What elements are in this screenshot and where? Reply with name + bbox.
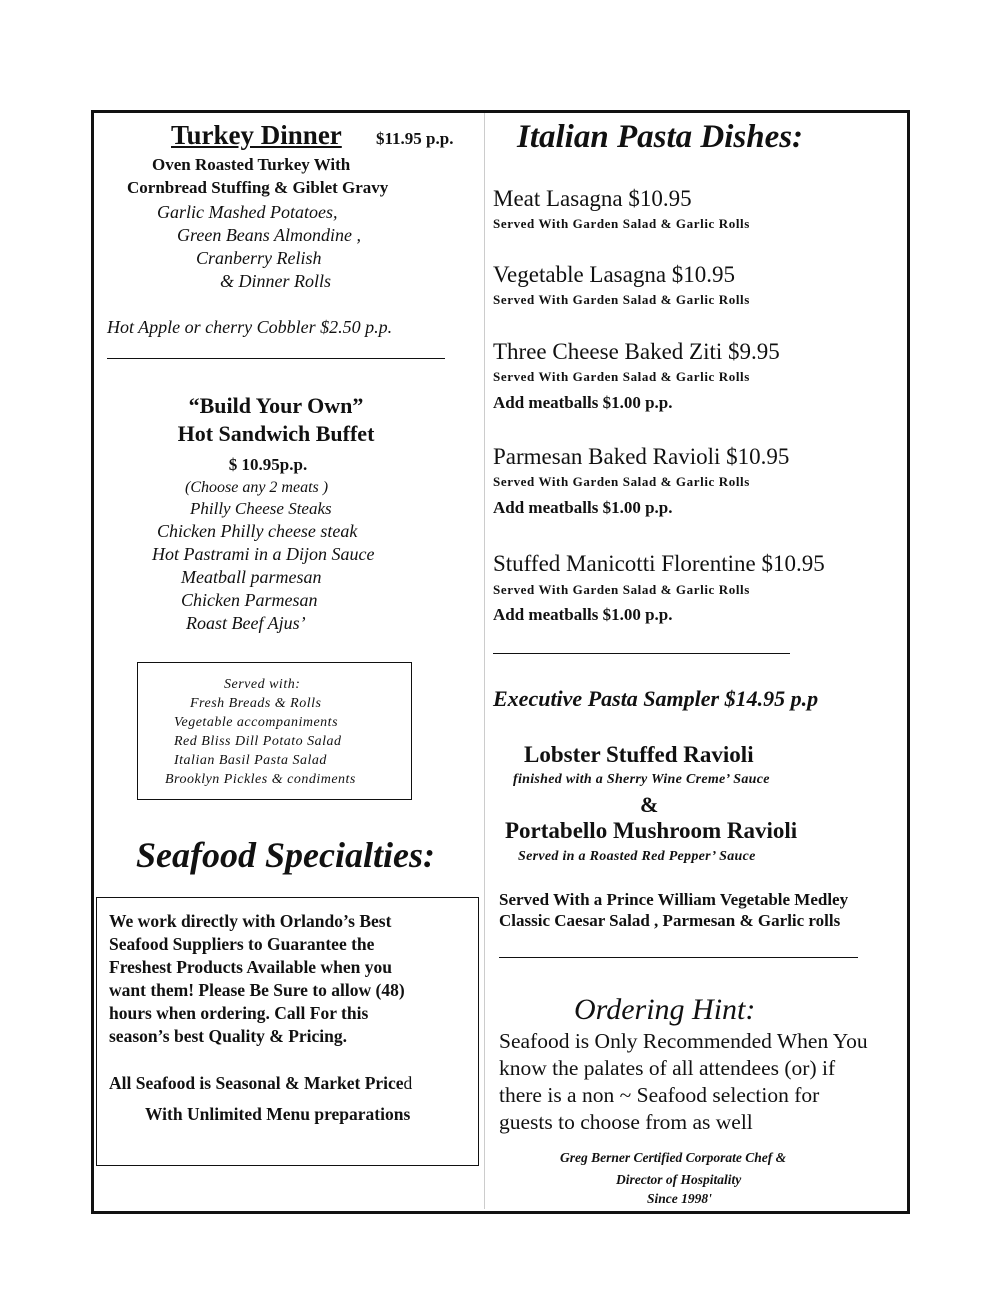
section-rule (499, 957, 858, 958)
seafood-market-price-tail: d (403, 1073, 413, 1093)
served-with-item: Italian Basil Pasta Salad (174, 753, 327, 768)
turkey-line-2: Cornbread Stuffing & Giblet Gravy (127, 178, 389, 197)
hint-line: guests to choose from as well (499, 1110, 753, 1134)
served-with-item: Fresh Breads & Rolls (190, 696, 322, 711)
pasta-dish-name: Parmesan Baked Ravioli $10.95 (493, 444, 790, 469)
pasta-dish-meatballs: Add meatballs $1.00 p.p. (493, 498, 673, 517)
section-rule (107, 358, 445, 359)
turkey-side-2: Green Beans Almondine , (177, 225, 361, 245)
signature-line-2: Director of Hospitality (616, 1172, 742, 1187)
cobbler-dessert: Hot Apple or cherry Cobbler $2.50 p.p. (107, 317, 393, 337)
executive-served-2: Classic Caesar Salad , Parmesan & Garlic rolls (499, 911, 841, 930)
sandwich-item: Chicken Parmesan (181, 590, 318, 610)
pasta-dish-served: Served With Garden Salad & Garlic Rolls (493, 582, 750, 597)
pasta-dish-meatballs: Add meatballs $1.00 p.p. (493, 393, 673, 412)
red-pepper-sauce: Served in a Roasted Red Pepper’ Sauce (518, 849, 756, 864)
served-with-item: Red Bliss Dill Potato Salad (174, 734, 342, 749)
seafood-text-line: We work directly with Orlando’s Best (109, 911, 392, 931)
turkey-side-3: Cranberry Relish (196, 248, 322, 268)
column-divider (484, 113, 485, 1209)
sandwich-price: $ 10.95p.p. (228, 455, 308, 474)
portabello-ravioli: Portabello Mushroom Ravioli (505, 818, 798, 843)
served-with-item: Brooklyn Pickles & condiments (165, 772, 356, 787)
pasta-dish-name: Vegetable Lasagna $10.95 (493, 262, 736, 287)
sandwich-item: Roast Beef Ajus’ (186, 613, 306, 633)
executive-served-1: Served With a Prince William Vegetable Medley (499, 890, 849, 909)
ordering-hint-title: Ordering Hint: (574, 993, 756, 1026)
executive-sampler-title: Executive Pasta Sampler $14.95 p.p (493, 686, 819, 711)
turkey-line-1: Oven Roasted Turkey With (152, 155, 351, 174)
seafood-text-line: Seafood Suppliers to Guarantee the (109, 934, 375, 954)
seafood-title: Seafood Specialties: (136, 835, 435, 875)
pasta-dish-name: Three Cheese Baked Ziti $9.95 (493, 339, 780, 364)
turkey-dinner-title: Turkey Dinner (171, 120, 342, 150)
seafood-text-line: want them! Please Be Sure to allow (48) (109, 980, 405, 1000)
hint-line: there is a non ~ Seafood selection for (499, 1083, 820, 1107)
seafood-text-line: season’s best Quality & Pricing. (109, 1026, 348, 1046)
seafood-unlimited: With Unlimited Menu preparations (145, 1104, 411, 1124)
turkey-dinner-price: $11.95 p.p. (376, 129, 454, 148)
seafood-text-line: Freshest Products Available when you (109, 957, 392, 977)
served-with-title: Served with: (224, 677, 301, 692)
sherry-sauce: finished with a Sherry Wine Creme’ Sauce (513, 772, 770, 787)
hint-line: Seafood is Only Recommended When You (499, 1029, 868, 1053)
sandwich-title-1: “Build Your Own” (188, 393, 364, 418)
turkey-side-1: Garlic Mashed Potatoes, (157, 202, 338, 222)
pasta-title: Italian Pasta Dishes: (517, 119, 804, 155)
sandwich-title-2: Hot Sandwich Buffet (177, 421, 375, 446)
sandwich-item: Hot Pastrami in a Dijon Sauce (152, 544, 375, 564)
pasta-dish-name: Stuffed Manicotti Florentine $10.95 (493, 551, 825, 576)
pasta-dish-served: Served With Garden Salad & Garlic Rolls (493, 292, 750, 307)
sandwich-item: Philly Cheese Steaks (190, 499, 332, 518)
signature-line-1: Greg Berner Certified Corporate Chef & (560, 1150, 787, 1165)
ampersand: & (640, 792, 659, 817)
served-with-item: Vegetable accompaniments (174, 715, 339, 730)
pasta-dish-served: Served With Garden Salad & Garlic Rolls (493, 369, 750, 384)
pasta-dish-served: Served With Garden Salad & Garlic Rolls (493, 216, 750, 231)
hint-line: know the palates of all attendees (or) if (499, 1056, 836, 1080)
sandwich-item: Chicken Philly cheese steak (157, 521, 358, 541)
signature-line-3: Since 1998' (647, 1191, 712, 1206)
pasta-dish-served: Served With Garden Salad & Garlic Rolls (493, 474, 750, 489)
seafood-market-price-bold: All Seafood is Seasonal & Market Price (109, 1073, 404, 1093)
seafood-text-line: hours when ordering. Call For this (109, 1003, 369, 1023)
pasta-dish-name: Meat Lasagna $10.95 (493, 186, 692, 211)
sandwich-item: Meatball parmesan (181, 567, 322, 587)
sandwich-choose: (Choose any 2 meats ) (185, 479, 329, 496)
pasta-dish-meatballs: Add meatballs $1.00 p.p. (493, 605, 673, 624)
turkey-side-4: & Dinner Rolls (220, 271, 331, 291)
seafood-market-price (109, 1073, 412, 1094)
lobster-ravioli: Lobster Stuffed Ravioli (524, 742, 754, 767)
section-rule (493, 653, 790, 654)
